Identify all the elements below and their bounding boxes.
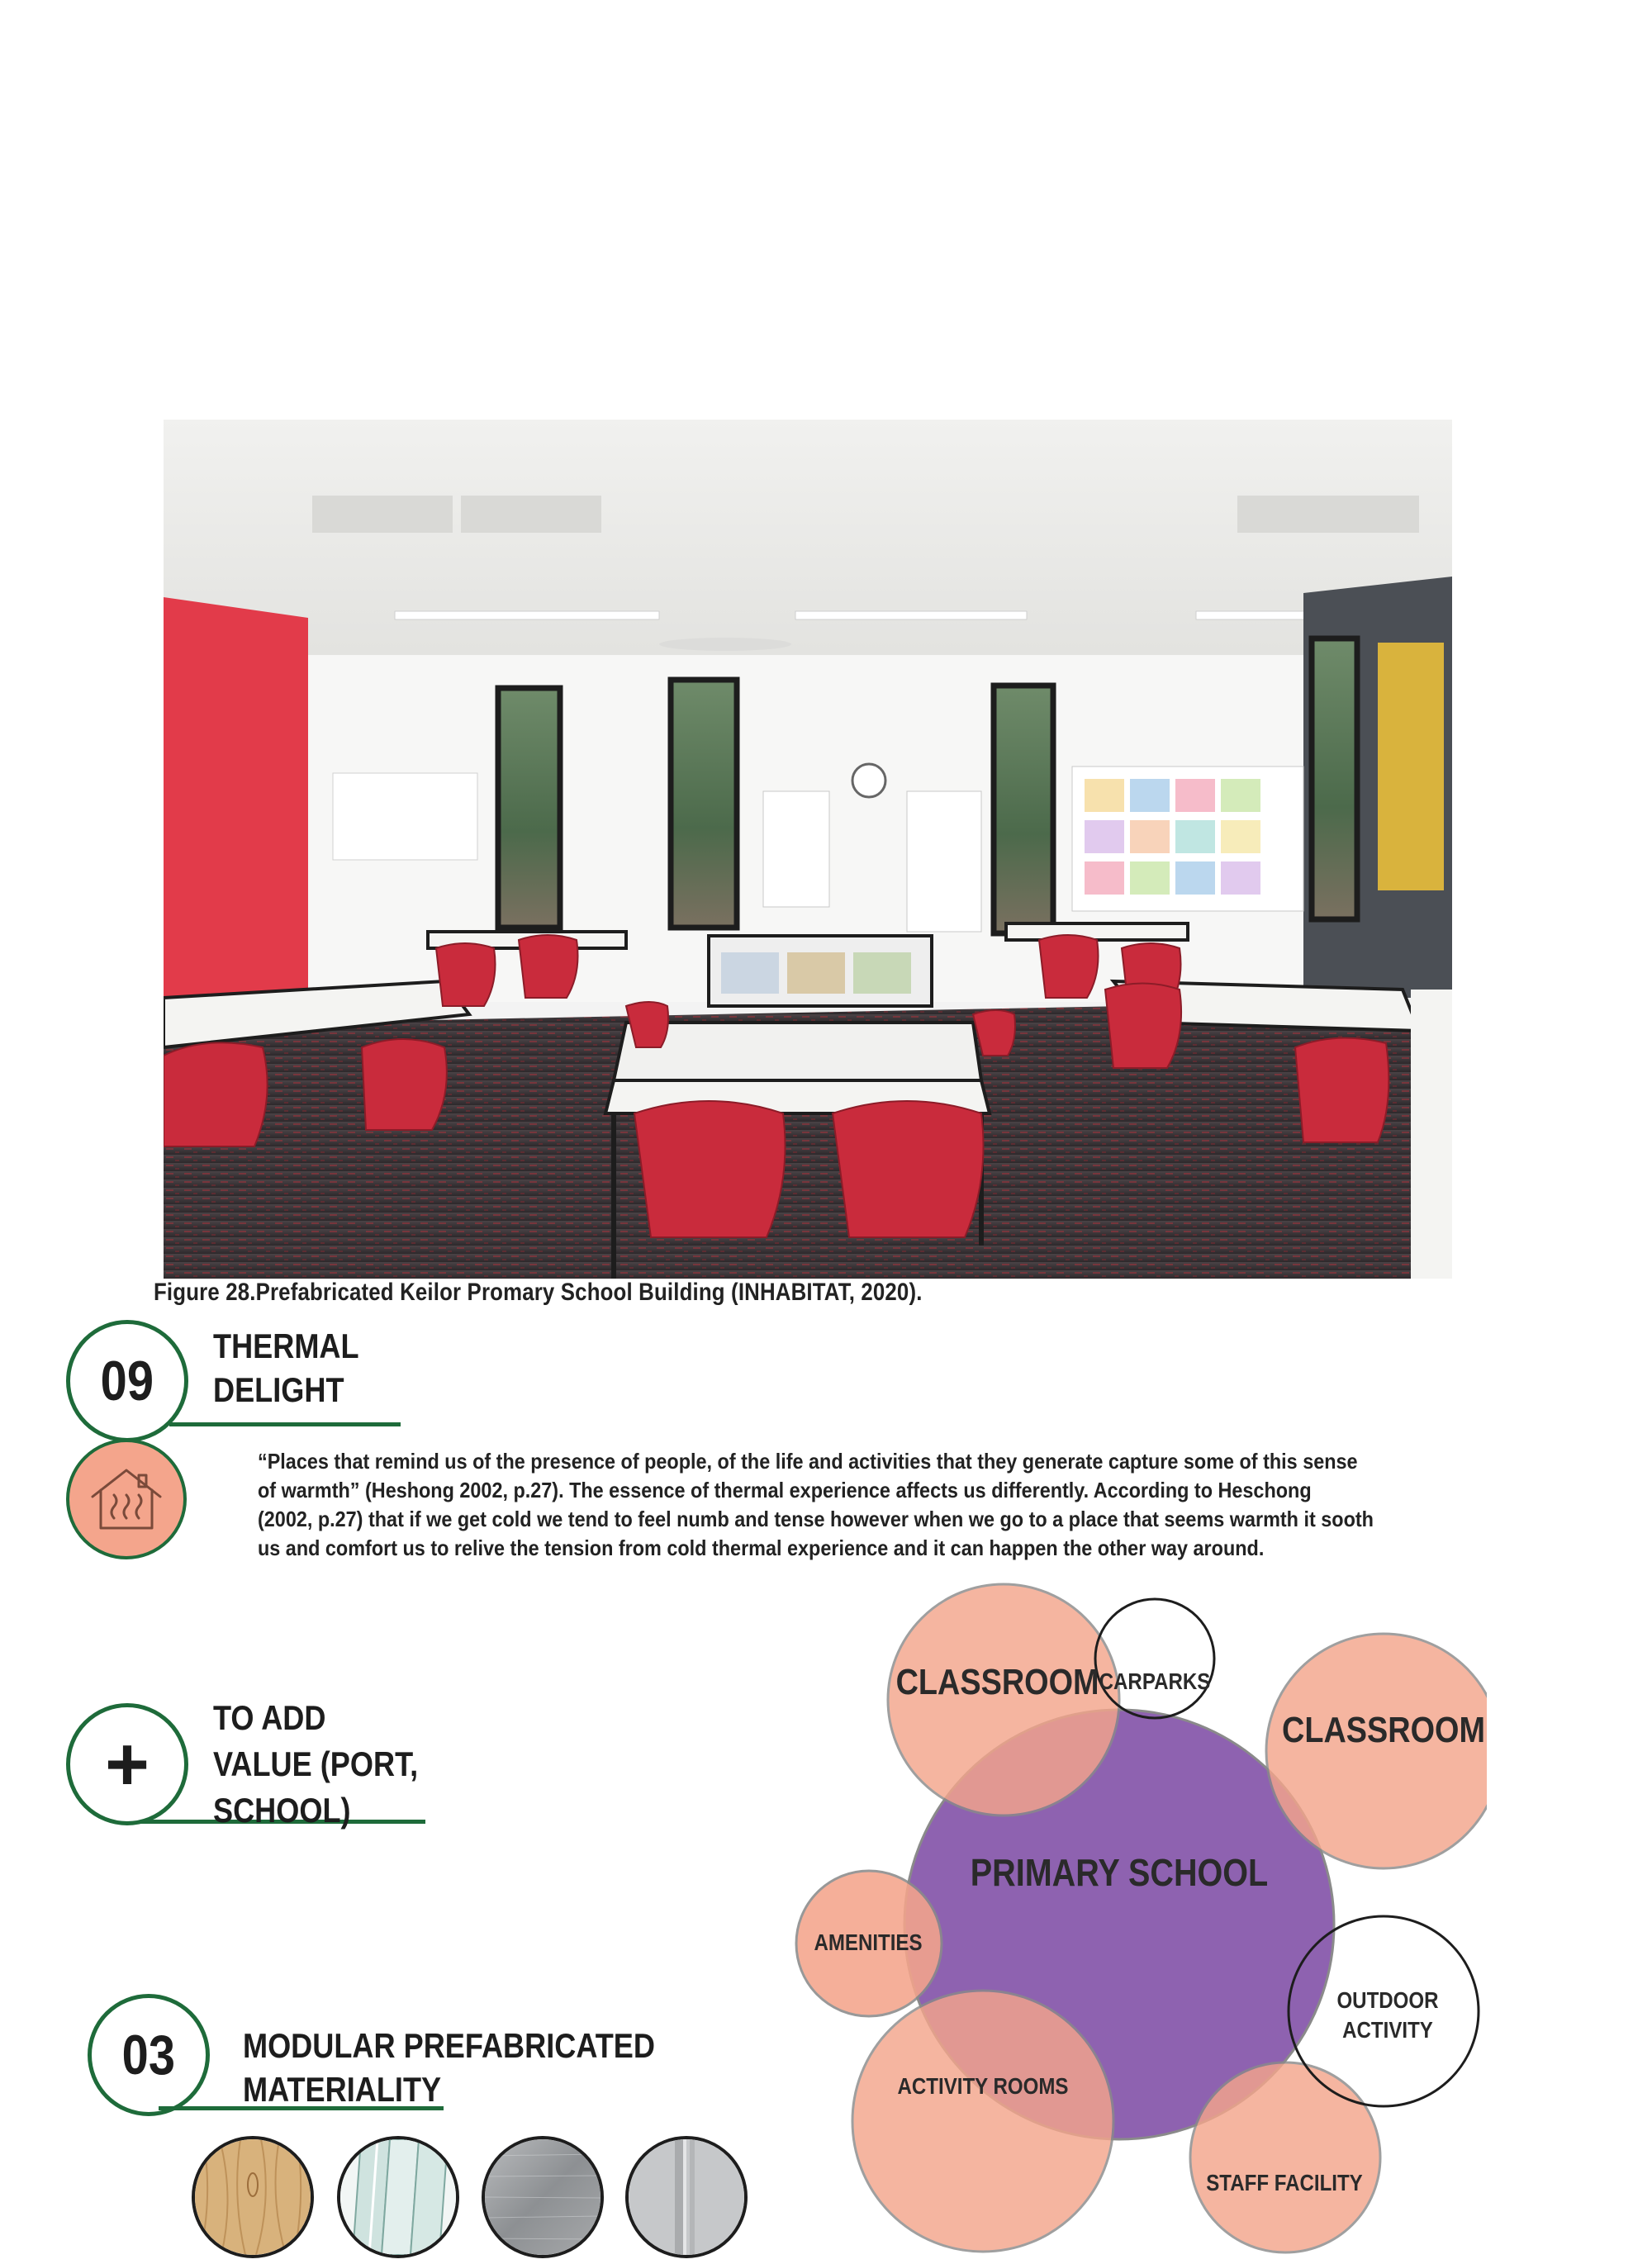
activity-rooms-bubble xyxy=(852,1991,1113,2252)
material-number: 03 xyxy=(121,2024,176,2086)
activity-rooms-label: ACTIVITY ROOMS xyxy=(897,2073,1069,2099)
classroom-right-label: CLASSROOM xyxy=(1282,1710,1485,1750)
plus-icon: + xyxy=(105,1722,150,1806)
section-heading: THERMAL DELIGHT xyxy=(213,1327,359,1409)
section-number: 09 xyxy=(100,1350,154,1412)
classroom-right-bubble xyxy=(1266,1634,1487,1868)
outdoor-activity-label: OUTDOOR ACTIVITY xyxy=(1336,1987,1439,2043)
amenities-label: AMENITIES xyxy=(814,1929,923,1955)
value-heading: TO ADD VALUE (PORT, SCHOOL) xyxy=(213,1698,419,1830)
wood-swatch xyxy=(192,2136,314,2258)
brushed-metal-swatch xyxy=(482,2136,604,2258)
section-underline xyxy=(169,1422,401,1426)
carparks-label: CARPARKS xyxy=(1099,1668,1211,1694)
carparks-bubble xyxy=(1095,1599,1214,1718)
house-heat-icon xyxy=(66,1439,187,1559)
classroom-left-label: CLASSROOM xyxy=(895,1662,1099,1702)
plus-badge xyxy=(66,1703,188,1825)
material-number-badge xyxy=(88,1994,210,2116)
thermal-quote: “Places that remind us of the presence of people, of the life and activities that they generate capture some of this sense of warmth” (Heshong 2002, p.27). The essence of thermal experience affects us differently. According to Heschong (2002, p.27) that if we get cold we tend to feel numb and tense however when we go to a place that seems warmth it sooth us and comfort us to relive the tension from cold thermal experience and it can happen the other way around. xyxy=(258,1449,1374,1560)
staff-facility-bubble xyxy=(1190,2062,1380,2252)
figure-caption: Figure 28.Prefabricated Keilor Promary School Building (INHABITAT, 2020). xyxy=(154,1279,923,1306)
material-heading: MODULAR PREFABRICATED MATERIALITY xyxy=(243,2026,655,2109)
staff-facility-label: STAFF FACILITY xyxy=(1206,2170,1363,2195)
glass-swatch xyxy=(337,2136,459,2258)
center-label: PRIMARY SCHOOL xyxy=(970,1851,1269,1894)
metal-panel-swatch xyxy=(625,2136,748,2258)
classroom-photo xyxy=(164,420,1452,1279)
